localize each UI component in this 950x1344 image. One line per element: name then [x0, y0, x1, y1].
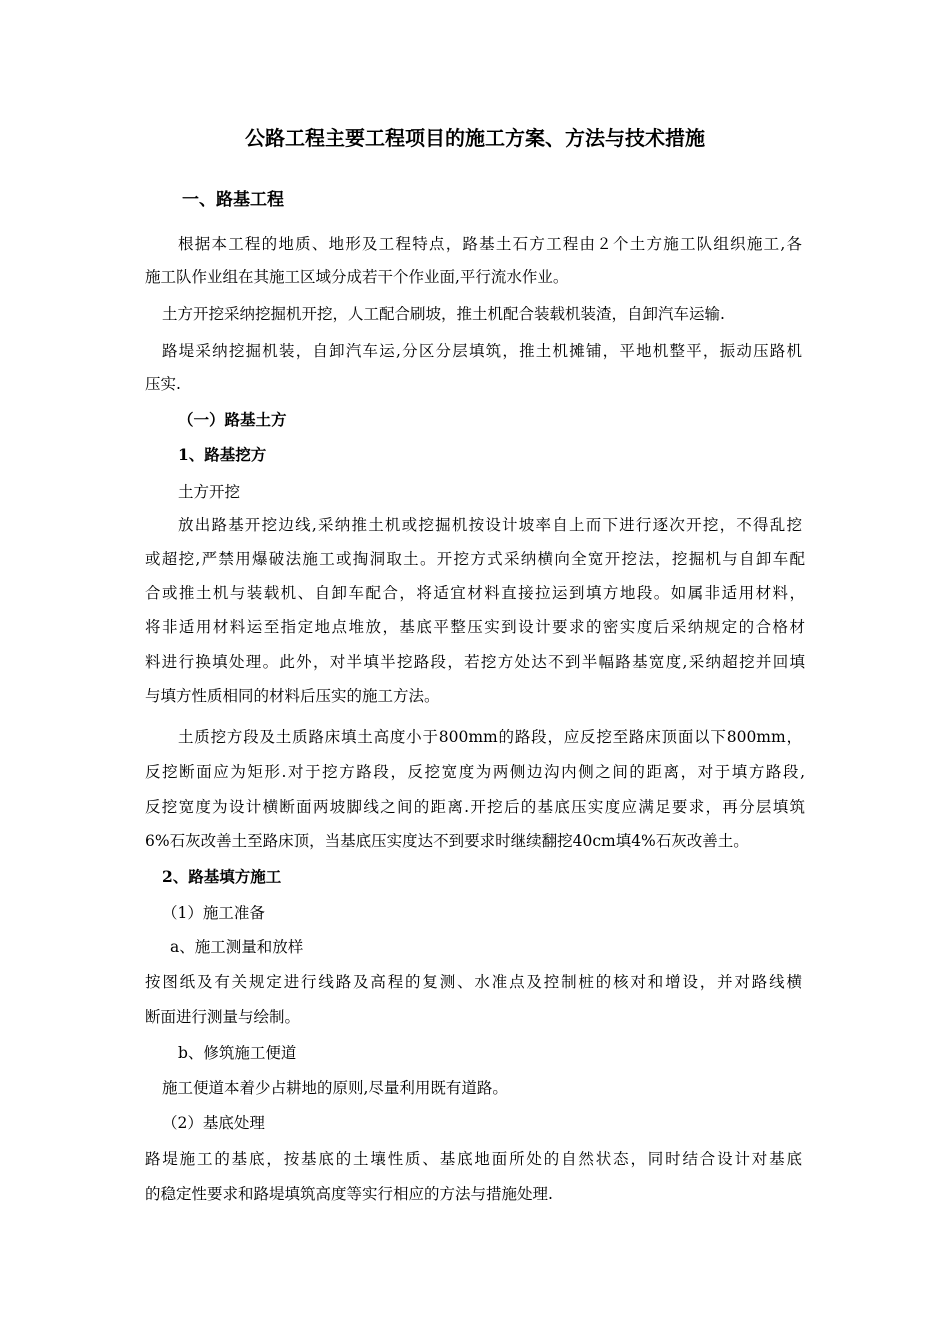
- intro-paragraph-3-line-2: 压实.: [145, 375, 181, 393]
- item-heading-fill: 2、路基填方施工: [162, 867, 282, 886]
- excavation-para-2-line-3: 反挖宽度为设计横断面两坡脚线之间的距离.开挖后的基底压实度应满足要求，再分层填筑: [145, 798, 805, 816]
- subsection-heading-earthwork: （一）路基土方: [178, 410, 287, 429]
- intro-paragraph-1-line-2: 施工队作业组在其施工区域分成若干个作业面,平行流水作业。: [145, 268, 569, 286]
- prep-item-b: b、修筑施工便道: [178, 1044, 297, 1062]
- prep-b-text: 施工便道本着少占耕地的原则,尽量利用既有道路。: [162, 1079, 508, 1097]
- intro-paragraph-1-line-1: 根据本工程的地质、地形及工程特点，路基土石方工程由２个土方施工队组织施工,各: [178, 235, 802, 253]
- excavation-para-1-line-1: 放出路基开挖边线,采纳推土机或挖掘机按设计坡率自上而下进行逐次开挖，不得乱挖: [178, 516, 802, 534]
- excavation-para-1-line-6: 与填方性质相同的材料后压实的施工方法。: [145, 687, 440, 705]
- prep-a-text-line-2: 断面进行测量与绘制。: [145, 1008, 301, 1026]
- excavation-para-1-line-4: 将非适用材料运至指定地点堆放，基底平整压实到设计要求的密实度后采纳规定的合格材: [145, 618, 805, 636]
- excavation-para-2-line-2: 反挖断面应为矩形.对于挖方路段，反挖宽度为两侧边沟内侧之间的距离，对于填方路段,: [145, 763, 805, 781]
- base-text-line-2: 的稳定性要求和路堤填筑高度等实行相应的方法与措施处理.: [145, 1185, 553, 1203]
- section-heading-subgrade: 一、路基工程: [182, 190, 284, 210]
- excavation-para-2-line-4: 6%石灰改善土至路床顶，当基底压实度达不到要求时继续翻挖40cm填4%石灰改善土。: [145, 832, 749, 850]
- item-label-earth-excavation: 土方开挖: [178, 483, 241, 501]
- item-heading-excavation: 1、路基挖方: [178, 445, 267, 464]
- intro-paragraph-2: 土方开挖采纳挖掘机开挖，人工配合刷坡，推土机配合装载机装渣，自卸汽车运输.: [162, 305, 725, 323]
- intro-paragraph-3-line-1: 路堤采纳挖掘机装，自卸汽车运,分区分层填筑，推土机摊铺，平地机整平，振动压路机: [162, 342, 802, 360]
- prep-a-text-line-1: 按图纸及有关规定进行线路及高程的复测、水准点及控制桩的核对和增设，并对路线横: [145, 973, 802, 991]
- base-heading: （2）基底处理: [162, 1114, 265, 1132]
- excavation-para-1-line-3: 合或推土机与装载机、自卸车配合，将适宜材料直接拉运到填方地段。如属非适用材料，: [145, 584, 805, 602]
- base-text-line-1: 路堤施工的基底，按基底的土壤性质、基底地面所处的自然状态，同时结合设计对基底: [145, 1150, 802, 1168]
- excavation-para-2-line-1: 土质挖方段及土质路床填土高度小于800mm的路段，应反挖至路床顶面以下800mm，: [178, 728, 802, 746]
- excavation-para-1-line-2: 或超挖,严禁用爆破法施工或掏洞取土。开挖方式采纳横向全宽开挖法，挖掘机与自卸车配: [145, 550, 805, 568]
- prep-item-a: a、施工测量和放样: [170, 938, 304, 956]
- prep-heading: （1）施工准备: [162, 904, 265, 922]
- excavation-para-1-line-5: 料进行换填处理。此外，对半填半挖路段，若挖方处达不到半幅路基宽度,采纳超挖并回填: [145, 653, 805, 671]
- document-title: 公路工程主要工程项目的施工方案、方法与技术措施: [245, 126, 705, 150]
